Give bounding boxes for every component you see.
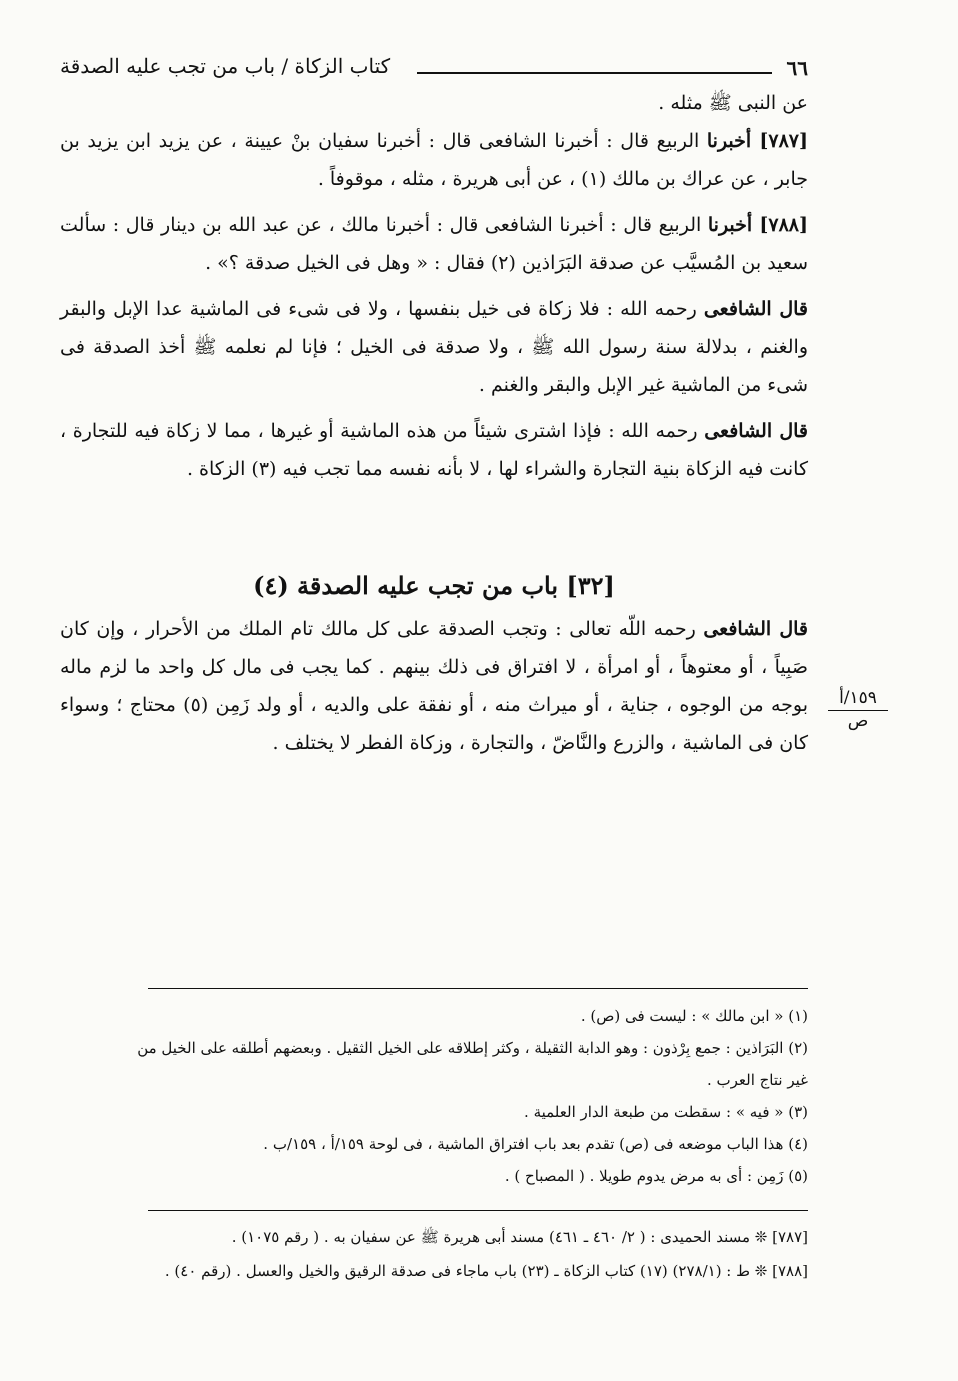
- hadith-788-text: الربيع قال : أخبرنا الشافعى قال : أخبرنا مالك ، عن عبد الله بن دينار قال : سألت سعيد بن المُسيَّب عن صدقة البَرَاذين (٢) فقال : « وهل فى الخيل صدقة ؟» .: [60, 214, 808, 274]
- source-787: [٧٨٧] ❊ مسند الحميدى : ( ٢/ ٤٦٠ ـ ٤٦١) مسند أبى هريرة ﷺ عن سفيان به . ( رقم ١٠٧٥) .: [231, 1228, 808, 1246]
- shafii-3-lead: قال الشافعى: [703, 618, 808, 640]
- footnote-2: (٢) البَرَاذين : جمع بِرْذون : وهو الدابة الثقيلة ، وكثر إطلاقه على الخيل الثقيل . وبعضهم أطلقه على الخيل من: [137, 1039, 808, 1057]
- shafii-1-lead: قال الشافعى: [703, 298, 808, 320]
- hadith-787-lead: [٧٨٧] أخبرنا: [706, 130, 808, 152]
- sources: [60, 1220, 808, 1288]
- paragraph-shafii-3: [60, 610, 808, 762]
- footnotes-rule: [148, 988, 808, 989]
- footnotes: [60, 1000, 808, 1192]
- running-title: كتاب الزكاة / باب من تجب عليه الصدقة: [60, 54, 391, 78]
- footnote-2-continued: غير نتاج العرب .: [706, 1071, 808, 1089]
- page-header: [60, 50, 808, 84]
- page-number: ٦٦: [786, 56, 808, 80]
- hadith-788-lead: [٧٨٨] أخبرنا: [707, 214, 808, 236]
- header-rule: [417, 72, 772, 74]
- paragraph-0: [60, 84, 808, 122]
- sources-rule: [148, 1210, 808, 1211]
- source-788: [٧٨٨] ❊ ط : (٢٧٨/١) (١٧) كتاب الزكاة ـ (٢٣) باب ماجاء فى صدقة الرقيق والخيل والعسل . (رقم ٤٠) .: [164, 1262, 808, 1280]
- page: [60, 50, 808, 762]
- footnote-1: (١) « ابن مالك » : ليست فى (ص) .: [580, 1007, 808, 1025]
- margin-note-manuscript: ص: [847, 711, 869, 731]
- paragraph-shafii-2: [60, 412, 808, 488]
- footnote-4: (٤) هذا الباب موضعه فى (ص) تقدم بعد باب افتراق الماشية ، فى لوحة ١٥٩/أ ، ١٥٩/ب .: [263, 1135, 808, 1153]
- paragraph-787: [60, 122, 808, 198]
- shafii-1-text: رحمه الله : فلا زكاة فى خيل بنفسها ، ولا فى شىء فى الماشية عدا الإبل والبقر والغنم ، بدلالة سنة رسول الله ﷺ ، ولا صدقة فى الخيل ؛ فإنا لم نعلمه ﷺ أخذ الصدقة فى شىء من الماشية غير الإبل والبقر والغنم .: [60, 298, 808, 396]
- footnote-3: (٣) « فيه » : سقطت من طبعة الدار العلمية .: [524, 1103, 808, 1121]
- section-title: [٣٢] باب من تجب عليه الصدقة (٤): [253, 571, 615, 600]
- paragraph-788: [60, 206, 808, 282]
- hadith-787-text: الربيع قال : أخبرنا الشافعى قال : أخبرنا سفيان بنْ عيينة ، عن يزيد ابن يزيد بن جابر ، عن عراك بن مالك (١) ، عن أبى هريرة ، مثله ، موقوفاً .: [60, 130, 808, 190]
- paragraph-shafii-1: [60, 290, 808, 404]
- margin-note: [828, 688, 888, 731]
- paragraph-0-text: عن النبى ﷺ مثله .: [658, 92, 808, 114]
- shafii-2-lead: قال الشافعى: [704, 420, 808, 442]
- shafii-2-text: رحمه الله : فإذا اشترى شيئاً من هذه الماشية أو غيرها ، مما لا زكاة فيه للتجارة ، كانت فيه الزكاة بنية التجارة والشراء لها ، لا بأنه نفسه مما تجب فيه (٣) الزكاة .: [60, 420, 808, 480]
- footnote-5: (٥) زَمِن : أى به مرض يدوم طويلا . ( المصباح ) .: [504, 1167, 808, 1185]
- shafii-3-text: رحمه اللّه تعالى : وتجب الصدقة على كل مالك تام الملك من الأحرار ، وإن كان صَبِياً ، أو معتوهاً ، أو امرأة ، لا افتراق فى ذلك بينهم . كما يجب فى مال كل واحد ما لزم ماله بوجه من الوجوه ، جناية ، أو ميراث منه ، أو نفقة على والديه ، أو ولد زَمِن (٥) محتاج ؛ وسواء كان فى الماشية ، والزرع والنَّاضّ ، والتجارة ، وزكاة الفطر لا يختلف .: [60, 618, 808, 754]
- margin-note-folio: ١٥٩/أ: [828, 688, 888, 711]
